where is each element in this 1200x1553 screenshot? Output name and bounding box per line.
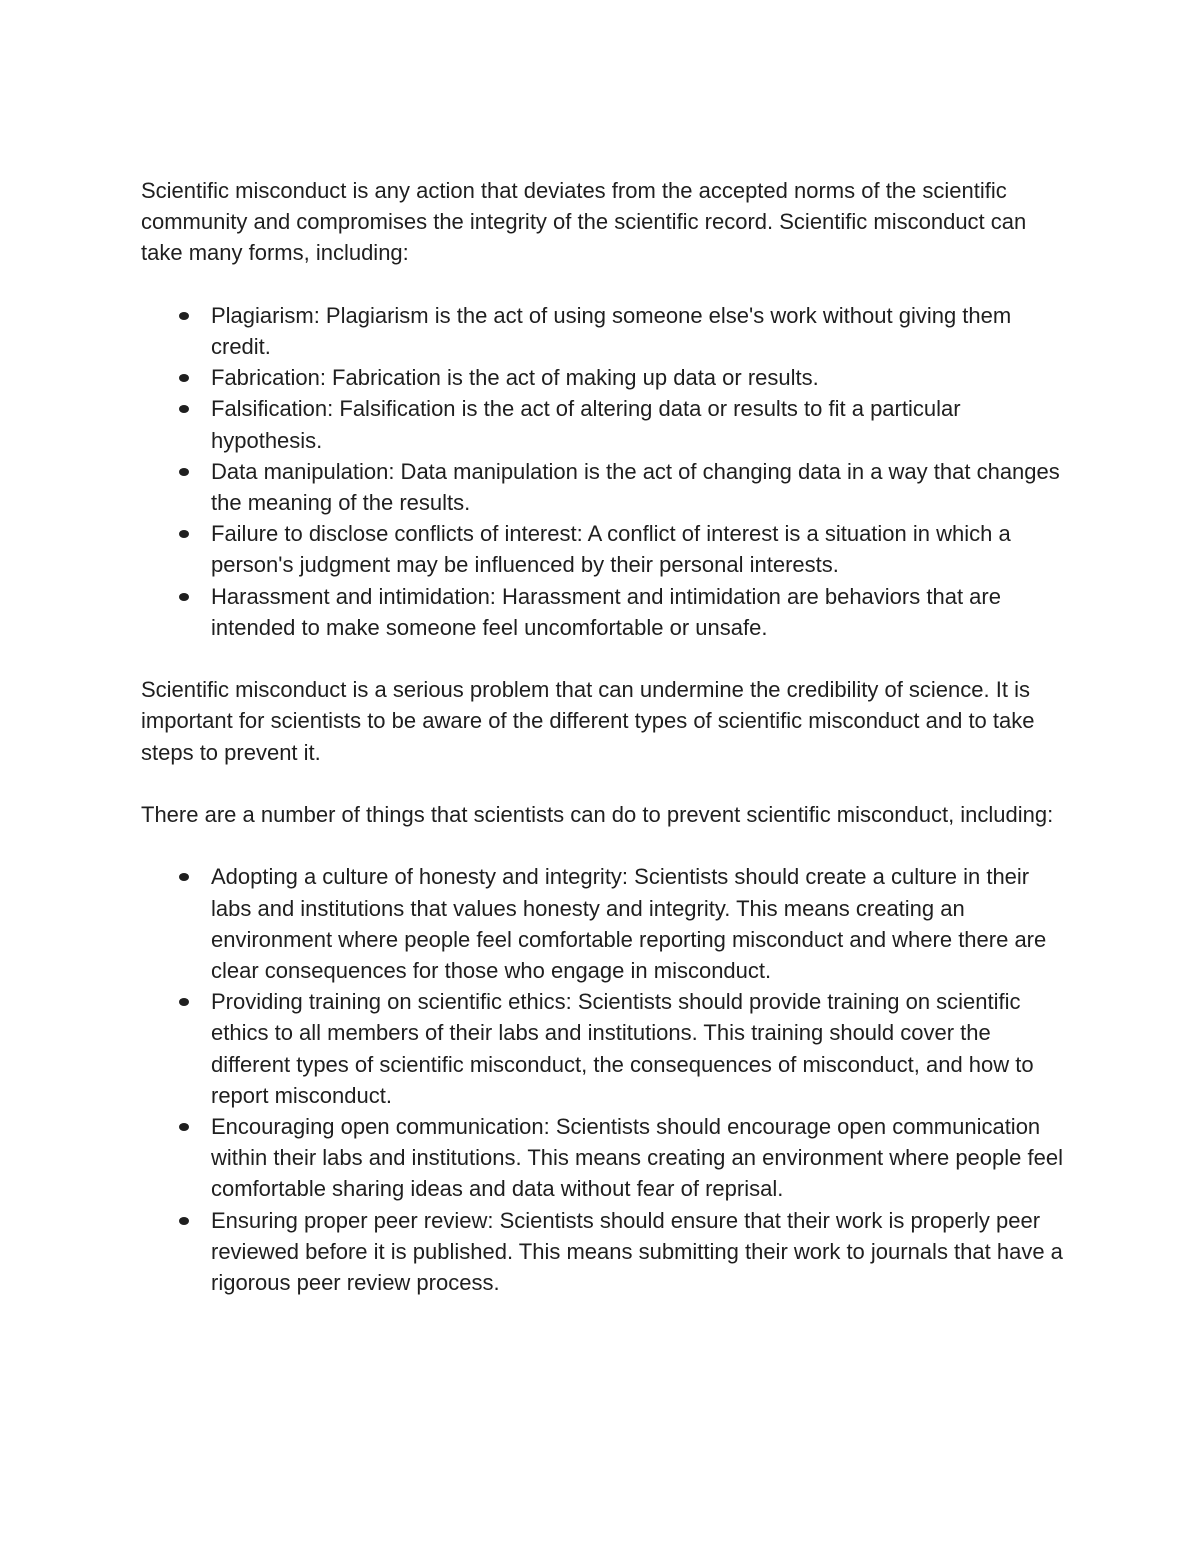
prevention-list <box>141 861 1071 1298</box>
bullet-icon <box>179 468 189 476</box>
bullet-icon <box>179 873 189 881</box>
bullet-icon <box>179 312 189 320</box>
list-item <box>141 518 1071 580</box>
list-item-text: Ensuring proper peer review: Scientists should ensure that their work is properly peer reviewed before it is published. This means submitting their work to journals that have a rigorous peer review process. <box>211 1207 1063 1296</box>
list-item <box>141 456 1071 518</box>
bullet-icon <box>179 530 189 538</box>
list-item-text: Adopting a culture of honesty and integrity: Scientists should create a culture in their labs and institutions that values honesty and integrity. This means creating an environment where people feel comfortable reporting misconduct and where there are clear consequences for those who engage in misconduct. <box>211 864 1047 984</box>
list-item-text: Harassment and intimidation: Harassment and intimidation are behaviors that are intended to make someone feel uncomfortable or unsafe. <box>211 583 1001 640</box>
document-page <box>141 175 1071 1298</box>
intro-paragraph: Scientific misconduct is any action that deviates from the accepted norms of the scientific community and compromises the integrity of the scientific record. Scientific misconduct can take many forms, including: <box>141 178 1027 266</box>
list-item-text: Fabrication: Fabrication is the act of making up data or results. <box>211 365 819 391</box>
paragraph-gap <box>141 768 1071 799</box>
list-item-text: Plagiarism: Plagiarism is the act of using someone else's work without giving them credit. <box>211 302 1012 359</box>
list-item <box>141 393 1071 455</box>
bullet-icon <box>179 405 189 413</box>
list-item-text: Data manipulation: Data manipulation is the act of changing data in a way that changes the meaning of the results. <box>211 458 1060 516</box>
prevention-intro-paragraph: There are a number of things that scientists can do to prevent scientific misconduct, including: <box>141 802 1054 828</box>
list-item <box>141 581 1071 643</box>
bullet-icon <box>179 998 189 1006</box>
list-item-text: Providing training on scientific ethics: Scientists should provide training on scientific ethics to all members of their labs and institutions. This training should cover the different types of scientific misconduct, the consequences of misconduct, and how to report misconduct. <box>211 989 1034 1108</box>
bullet-icon <box>179 1217 189 1225</box>
list-item <box>141 986 1071 1111</box>
problem-paragraph: Scientific misconduct is a serious problem that can undermine the credibility of science. It is important for scientists to be aware of the different types of scientific misconduct and to take steps to prevent it. <box>141 677 1035 765</box>
bullet-icon <box>179 374 189 382</box>
list-item <box>141 300 1071 362</box>
list-item <box>141 362 1071 393</box>
paragraph-gap <box>141 269 1071 300</box>
bullet-icon <box>179 1123 189 1131</box>
misconduct-forms-list <box>141 300 1071 643</box>
list-item <box>141 1111 1071 1205</box>
list-item-text: Failure to disclose conflicts of interest: A conflict of interest is a situation in which a person's judgment may be influenced by their personal interests. <box>211 521 1011 578</box>
list-item <box>141 861 1071 986</box>
paragraph-gap <box>141 830 1071 861</box>
list-item-text: Encouraging open communication: Scientists should encourage open communication within their labs and institutions. This means creating an environment where people feel comfortable sharing ideas and data without fear of reprisal. <box>211 1114 1063 1202</box>
bullet-icon <box>179 593 189 601</box>
list-item-text: Falsification: Falsification is the act of altering data or results to fit a particular hypothesis. <box>211 396 961 453</box>
list-item <box>141 1205 1071 1299</box>
paragraph-gap <box>141 643 1071 674</box>
